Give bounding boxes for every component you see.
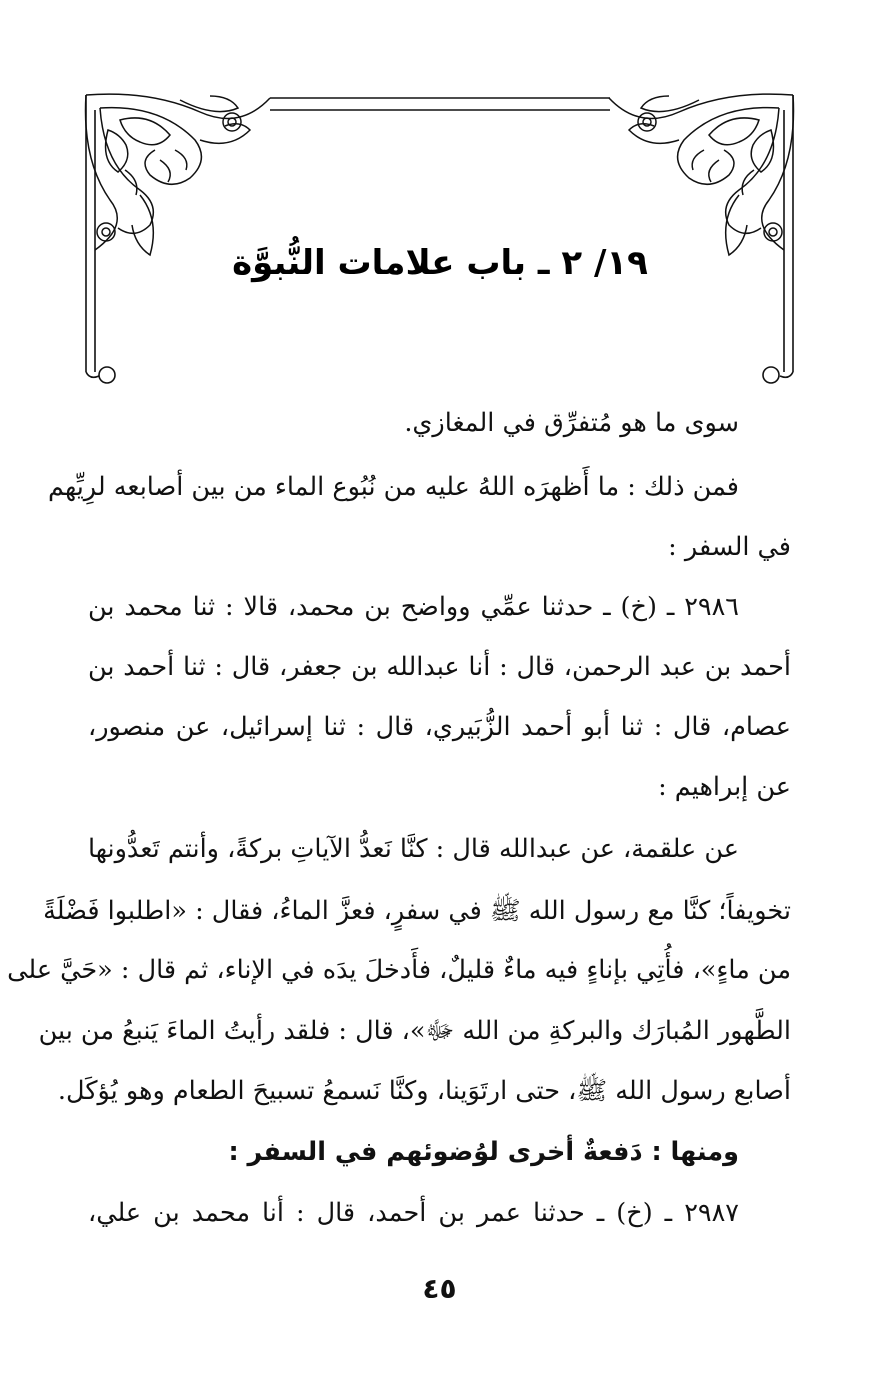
text-line-11: الطَّهور المُبارَك والبركةِ من الله ﷻ»، قال : فلقد رأيتُ الماءَ يَنبعُ من بين — [38, 1016, 791, 1046]
frame-left-terminal-circle — [99, 367, 115, 383]
text-line-5: أحمد بن عبد الرحمن، قال : أنا عبدالله بن جعفر، قال : ثنا أحمد بن — [88, 652, 791, 682]
chapter-title: ١٩/ ٢ ـ باب علامات النُّبوَّة — [232, 243, 648, 283]
text-line-4: ٢٩٨٦ ـ (خ) ـ حدثنا عمِّي وواضح بن محمد، قالا : ثنا محمد بن — [88, 592, 739, 622]
text-line-7: عن إبراهيم : — [658, 772, 791, 802]
left-corner-arabesque — [86, 94, 271, 255]
text-line-2: فمن ذلك : ما أَظهرَه اللهُ عليه من نُبُوع الماء من بين أصابعه لرِيِّهم — [47, 472, 739, 502]
page-number: ٤٥ — [422, 1272, 457, 1305]
text-line-9: تخويفاً؛ كنَّا مع رسول الله ﷺ في سفرٍ، فعزَّ الماءُ، فقال : «اطلبوا فَضْلَةً — [43, 896, 791, 926]
text-line-12: أصابع رسول الله ﷺ، حتى ارتَوَينا، وكنَّا نَسمعُ تسبيحَ الطعام وهو يُؤكَل. — [57, 1076, 791, 1106]
text-line-10: من ماءٍ»، فأُتِي بإناءٍ فيه ماءٌ قليلٌ، فأَدخلَ يدَه في الإناء، ثم قال : «حَيَّ على — [7, 955, 791, 985]
text-line-6: عصام، قال : ثنا أبو أحمد الزُّبَيري، قال : ثنا إسرائيل، عن منصور، — [88, 712, 791, 742]
frame-right-terminal-circle — [763, 367, 779, 383]
text-line-8: عن علقمة، عن عبدالله قال : كنَّا نَعدُّ الآياتِ بركةً، وأنتم تَعدُّونها — [88, 834, 739, 864]
decorative-frame — [0, 0, 879, 420]
text-line-13: ومنها : دَفعةٌ أخرى لوُضوئهم في السفر : — [228, 1137, 739, 1167]
text-line-14: ٢٩٨٧ ـ (خ) ـ حدثنا عمر بن أحمد، قال : أنا محمد بن علي، — [88, 1198, 739, 1228]
text-line-1: سوى ما هو مُتفرِّق في المغازي. — [404, 408, 739, 438]
text-line-3: في السفر : — [668, 532, 791, 562]
right-corner-arabesque — [609, 94, 794, 255]
